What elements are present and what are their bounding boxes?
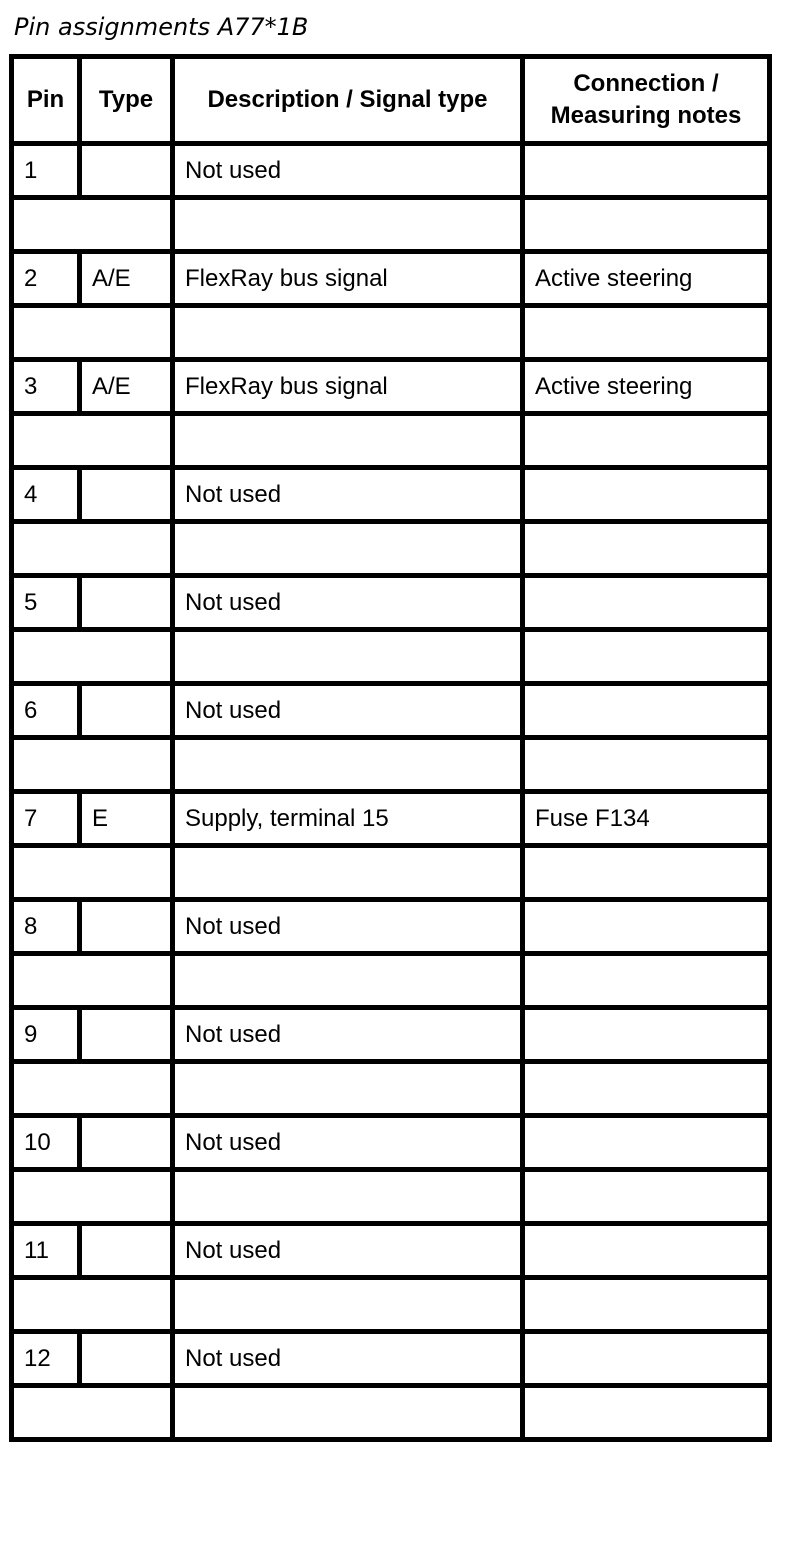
spacer-cell bbox=[173, 306, 523, 360]
cell-description: Not used bbox=[173, 900, 523, 954]
cell-notes: Fuse F134 bbox=[523, 792, 770, 846]
cell-pin: 2 bbox=[12, 252, 80, 306]
table-row bbox=[12, 1116, 770, 1170]
table-row bbox=[12, 252, 770, 306]
header-connection-line1: Connection / bbox=[573, 70, 719, 97]
spacer-row bbox=[12, 198, 770, 252]
spacer-cell-merged bbox=[12, 1386, 173, 1440]
cell-description: FlexRay bus signal bbox=[173, 252, 523, 306]
spacer-cell bbox=[173, 414, 523, 468]
spacer-cell-merged bbox=[12, 738, 173, 792]
table-row bbox=[12, 792, 770, 846]
spacer-cell bbox=[173, 198, 523, 252]
spacer-row bbox=[12, 414, 770, 468]
spacer-row bbox=[12, 738, 770, 792]
spacer-row bbox=[12, 522, 770, 576]
table-row bbox=[12, 1332, 770, 1386]
spacer-cell bbox=[523, 1386, 770, 1440]
cell-description: Not used bbox=[173, 1116, 523, 1170]
cell-description: FlexRay bus signal bbox=[173, 360, 523, 414]
table-row bbox=[12, 468, 770, 522]
cell-type: E bbox=[80, 792, 173, 846]
cell-pin: 10 bbox=[12, 1116, 80, 1170]
table-row bbox=[12, 1008, 770, 1062]
spacer-cell bbox=[523, 522, 770, 576]
cell-notes bbox=[523, 684, 770, 738]
spacer-cell bbox=[523, 198, 770, 252]
cell-description: Not used bbox=[173, 684, 523, 738]
spacer-cell bbox=[173, 846, 523, 900]
cell-pin: 6 bbox=[12, 684, 80, 738]
spacer-row bbox=[12, 1062, 770, 1116]
spacer-cell-merged bbox=[12, 1278, 173, 1332]
cell-description: Not used bbox=[173, 576, 523, 630]
cell-pin: 4 bbox=[12, 468, 80, 522]
table-row bbox=[12, 360, 770, 414]
spacer-cell-merged bbox=[12, 306, 173, 360]
spacer-cell bbox=[523, 306, 770, 360]
spacer-cell-merged bbox=[12, 198, 173, 252]
cell-pin: 8 bbox=[12, 900, 80, 954]
spacer-cell-merged bbox=[12, 1170, 173, 1224]
spacer-cell bbox=[523, 954, 770, 1008]
header-row bbox=[12, 57, 770, 144]
cell-pin: 3 bbox=[12, 360, 80, 414]
cell-notes: Active steering bbox=[523, 252, 770, 306]
spacer-cell bbox=[523, 630, 770, 684]
cell-notes bbox=[523, 1116, 770, 1170]
spacer-cell bbox=[173, 522, 523, 576]
cell-pin: 12 bbox=[12, 1332, 80, 1386]
cell-notes bbox=[523, 900, 770, 954]
spacer-cell bbox=[173, 1170, 523, 1224]
cell-notes: Active steering bbox=[523, 360, 770, 414]
spacer-cell bbox=[173, 1062, 523, 1116]
spacer-cell bbox=[523, 846, 770, 900]
cell-type bbox=[80, 1008, 173, 1062]
cell-description: Supply, terminal 15 bbox=[173, 792, 523, 846]
cell-notes bbox=[523, 144, 770, 198]
header-type: Type bbox=[80, 57, 173, 144]
spacer-cell bbox=[173, 1278, 523, 1332]
spacer-cell bbox=[523, 1278, 770, 1332]
cell-pin: 7 bbox=[12, 792, 80, 846]
cell-notes bbox=[523, 1224, 770, 1278]
cell-type bbox=[80, 900, 173, 954]
cell-pin: 1 bbox=[12, 144, 80, 198]
spacer-cell bbox=[523, 1062, 770, 1116]
cell-pin: 5 bbox=[12, 576, 80, 630]
spacer-cell-merged bbox=[12, 414, 173, 468]
spacer-row bbox=[12, 1170, 770, 1224]
header-description: Description / Signal type bbox=[173, 57, 523, 144]
cell-description: Not used bbox=[173, 468, 523, 522]
cell-notes bbox=[523, 1332, 770, 1386]
spacer-cell bbox=[173, 630, 523, 684]
cell-type bbox=[80, 1116, 173, 1170]
spacer-cell bbox=[173, 954, 523, 1008]
spacer-row bbox=[12, 306, 770, 360]
table-row bbox=[12, 900, 770, 954]
spacer-row bbox=[12, 1278, 770, 1332]
spacer-cell bbox=[523, 1170, 770, 1224]
header-pin: Pin bbox=[12, 57, 80, 144]
spacer-cell bbox=[173, 1386, 523, 1440]
header-connection-line2: Measuring notes bbox=[550, 102, 742, 129]
cell-type bbox=[80, 684, 173, 738]
cell-notes bbox=[523, 1008, 770, 1062]
cell-type bbox=[80, 144, 173, 198]
spacer-cell bbox=[523, 414, 770, 468]
table-row bbox=[12, 1224, 770, 1278]
cell-pin: 11 bbox=[12, 1224, 80, 1278]
cell-description: Not used bbox=[173, 1332, 523, 1386]
spacer-cell-merged bbox=[12, 954, 173, 1008]
cell-type bbox=[80, 468, 173, 522]
table-row bbox=[12, 684, 770, 738]
header-connection bbox=[523, 57, 770, 144]
cell-type: A/E bbox=[80, 252, 173, 306]
spacer-cell bbox=[523, 738, 770, 792]
cell-description: Not used bbox=[173, 1008, 523, 1062]
spacer-row bbox=[12, 846, 770, 900]
table-body bbox=[12, 144, 770, 1440]
cell-description: Not used bbox=[173, 1224, 523, 1278]
pin-assignment-table bbox=[9, 54, 772, 1442]
cell-description: Not used bbox=[173, 144, 523, 198]
table-row bbox=[12, 576, 770, 630]
cell-pin: 9 bbox=[12, 1008, 80, 1062]
spacer-row bbox=[12, 1386, 770, 1440]
cell-notes bbox=[523, 468, 770, 522]
cell-type bbox=[80, 1224, 173, 1278]
spacer-cell bbox=[173, 738, 523, 792]
cell-notes bbox=[523, 576, 770, 630]
cell-type bbox=[80, 576, 173, 630]
document-title: Pin assignments A77*1B bbox=[14, 13, 309, 41]
spacer-cell-merged bbox=[12, 1062, 173, 1116]
cell-type: A/E bbox=[80, 360, 173, 414]
table-row bbox=[12, 144, 770, 198]
cell-type bbox=[80, 1332, 173, 1386]
spacer-cell-merged bbox=[12, 522, 173, 576]
spacer-row bbox=[12, 954, 770, 1008]
spacer-row bbox=[12, 630, 770, 684]
spacer-cell-merged bbox=[12, 630, 173, 684]
spacer-cell-merged bbox=[12, 846, 173, 900]
